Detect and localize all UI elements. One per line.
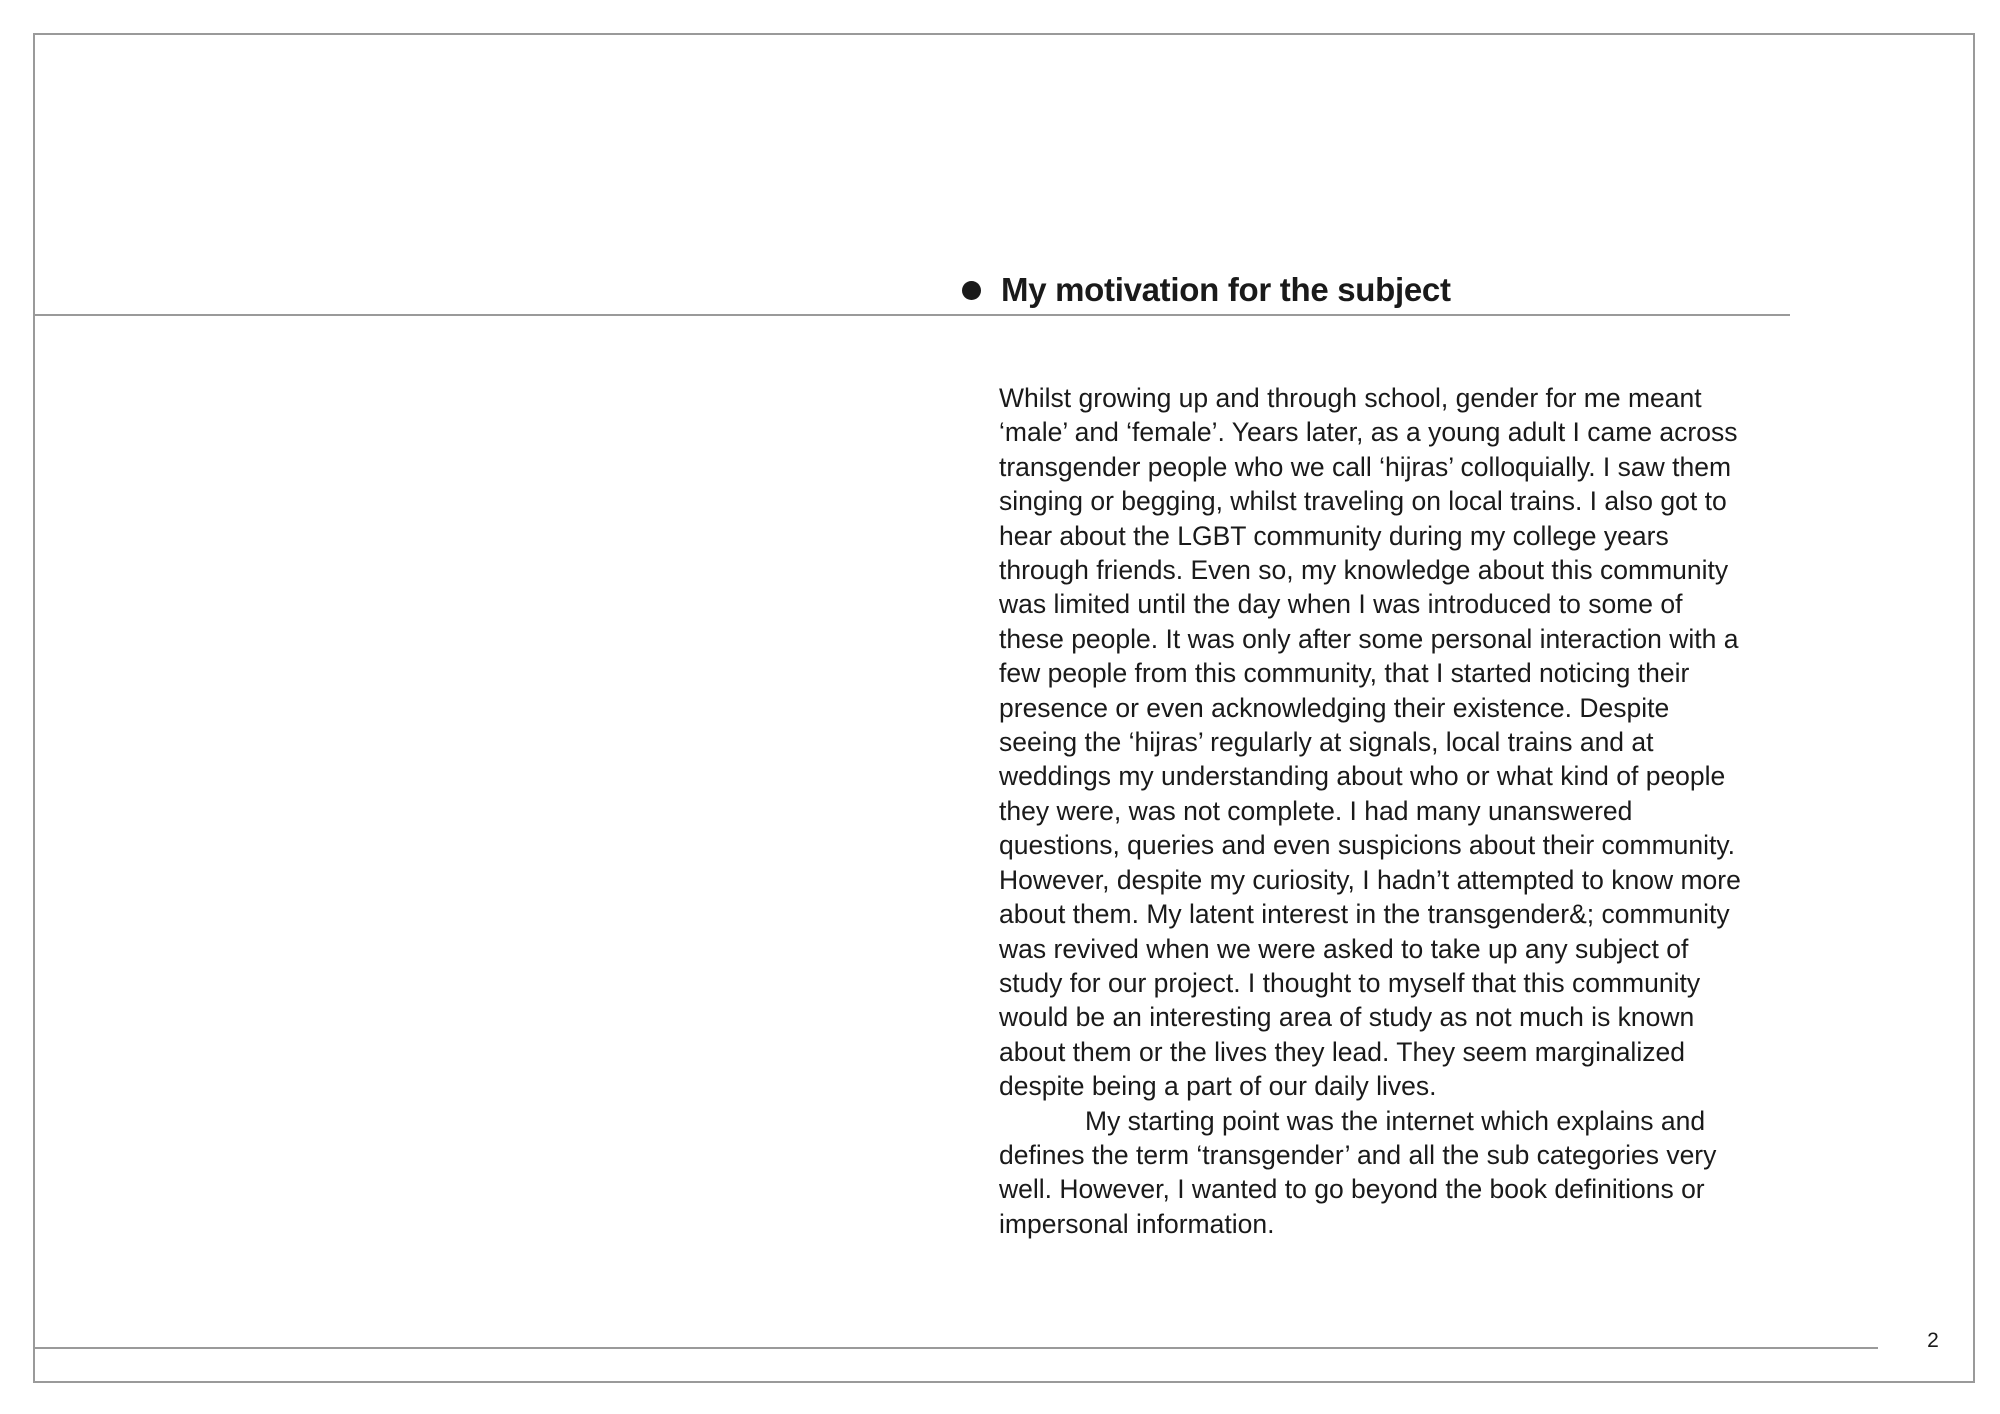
section-heading: [962, 268, 1451, 312]
heading-divider: [35, 314, 1790, 316]
bullet-icon: [962, 281, 981, 300]
paragraph: Whilst growing up and through school, gender for me meant ‘male’ and ‘female’. Years later, as a young adult I came across transgender people who we call ‘hijras’ colloquially. I saw them singing or begging, whilst traveling on local trains. I also got to hear about the LGBT community during my college years through friends. Even so, my knowledge about this community was limited until the day when I was introduced to some of these people. It was only after some personal interaction with a few people from this community, that I started noticing their presence or even acknowledging their existence. Despite seeing the ‘hijras’ regularly at signals, local trains and at weddings my understanding about who or what kind of people they were, was not complete. I had many unanswered questions, queries and even suspicions about their community. However, despite my curiosity, I hadn’t attempted to know more about them. My latent interest in the transgender&; community was revived when we were asked to take up any subject of study for our project. I thought to myself that this community would be an interesting area of study as not much is known about them or the lives they lead. They seem marginalized despite being a part of our daily lives.: [999, 383, 1741, 1102]
footer-divider: [35, 1347, 1878, 1349]
section-title: My motivation for the subject: [1001, 271, 1451, 308]
body-text: [999, 381, 1749, 1241]
page-number: 2: [1927, 1329, 1939, 1352]
paragraph: My starting point was the internet which explains and defines the term ‘transgender’ and all the sub categories very well. However, I wanted to go beyond the book definitions or impersonal information.: [999, 1105, 1717, 1239]
